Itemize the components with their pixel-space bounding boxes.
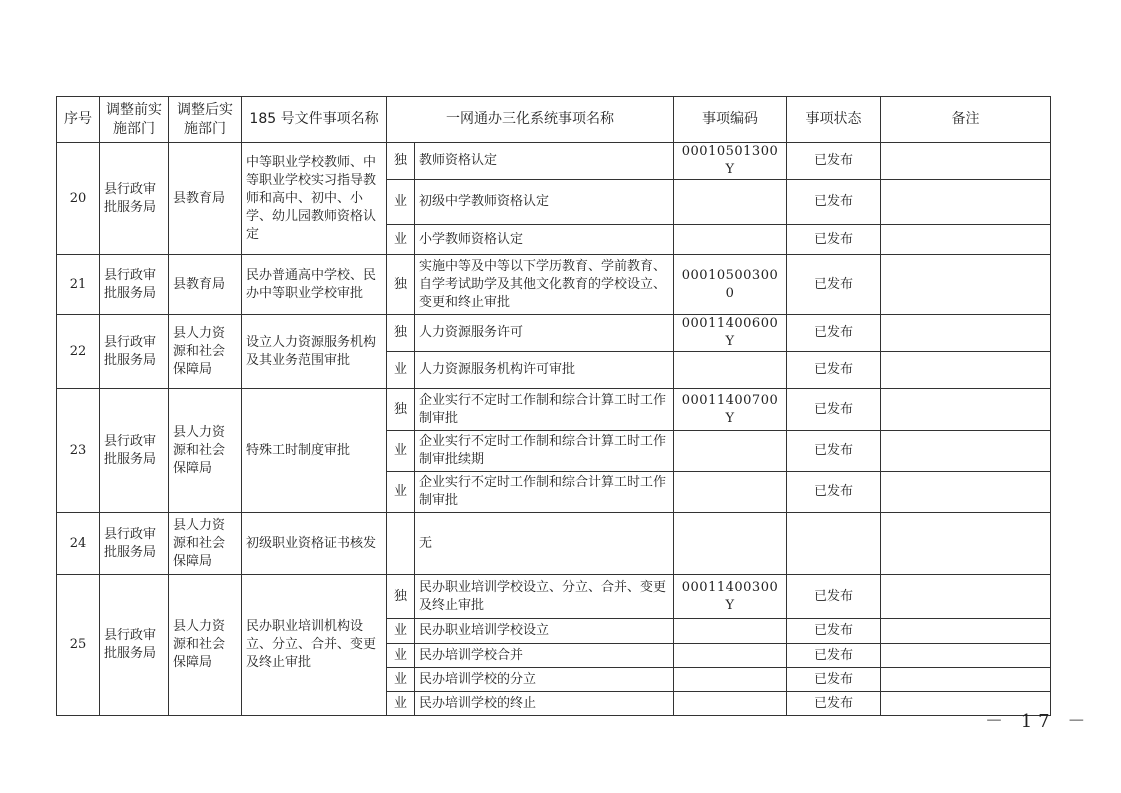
code-cell: 00011400300Y xyxy=(674,575,787,619)
type-cell: 业 xyxy=(387,180,415,225)
status-cell: 已发布 xyxy=(787,143,881,180)
type-cell: 独 xyxy=(387,255,415,315)
code-cell xyxy=(674,692,787,716)
dept-before-cell: 县行政审批服务局 xyxy=(100,389,169,513)
status-cell: 已发布 xyxy=(787,668,881,692)
status-cell: 已发布 xyxy=(787,352,881,389)
item-185-cell: 设立人力资源服务机构及其业务范围审批 xyxy=(242,315,387,389)
remark-cell xyxy=(881,513,1051,575)
dept-after-cell: 县人力资源和社会保障局 xyxy=(169,315,242,389)
remark-cell xyxy=(881,143,1051,180)
items-table xyxy=(56,96,1051,716)
system-name-cell: 教师资格认定 xyxy=(415,143,674,180)
table-row xyxy=(57,143,1051,180)
table-row xyxy=(57,315,1051,352)
status-cell: 已发布 xyxy=(787,619,881,644)
page-number: － 17 － xyxy=(985,711,1092,732)
dept-after-cell: 县人力资源和社会保障局 xyxy=(169,513,242,575)
system-name-cell: 企业实行不定时工作制和综合计算工时工作制审批 xyxy=(415,389,674,431)
type-cell: 独 xyxy=(387,143,415,180)
code-cell xyxy=(674,472,787,513)
item-185-cell: 民办职业培训机构设立、分立、合并、变更及终止审批 xyxy=(242,575,387,716)
type-cell: 业 xyxy=(387,668,415,692)
code-cell xyxy=(674,644,787,668)
system-name-cell: 民办培训学校的终止 xyxy=(415,692,674,716)
status-cell: 已发布 xyxy=(787,575,881,619)
status-cell: 已发布 xyxy=(787,472,881,513)
system-name-cell: 企业实行不定时工作制和综合计算工时工作制审批续期 xyxy=(415,431,674,472)
remark-cell xyxy=(881,472,1051,513)
dept-after-cell: 县教育局 xyxy=(169,255,242,315)
seq-cell: 24 xyxy=(57,513,100,575)
code-cell: 00010501300Y xyxy=(674,143,787,180)
type-cell: 业 xyxy=(387,644,415,668)
remark-cell xyxy=(881,668,1051,692)
table-row xyxy=(57,255,1051,315)
remark-cell xyxy=(881,389,1051,431)
code-cell xyxy=(674,513,787,575)
remark-cell xyxy=(881,431,1051,472)
code-cell xyxy=(674,352,787,389)
type-cell: 业 xyxy=(387,692,415,716)
seq-cell: 23 xyxy=(57,389,100,513)
type-cell: 独 xyxy=(387,575,415,619)
remark-cell xyxy=(881,619,1051,644)
system-name-cell: 民办培训学校的分立 xyxy=(415,668,674,692)
item-185-cell: 初级职业资格证书核发 xyxy=(242,513,387,575)
type-cell: 独 xyxy=(387,315,415,352)
status-cell: 已发布 xyxy=(787,180,881,225)
status-cell: 已发布 xyxy=(787,225,881,255)
system-name-cell: 实施中等及中等以下学历教育、学前教育、自学考试助学及其他文化教育的学校设立、变更和终止审批 xyxy=(415,255,674,315)
code-cell xyxy=(674,619,787,644)
system-name-cell: 无 xyxy=(415,513,674,575)
remark-cell xyxy=(881,180,1051,225)
code-cell: 00011400600Y xyxy=(674,315,787,352)
system-name-cell: 小学教师资格认定 xyxy=(415,225,674,255)
code-cell xyxy=(674,668,787,692)
type-cell: 业 xyxy=(387,431,415,472)
table-row xyxy=(57,389,1051,431)
item-185-cell: 中等职业学校教师、中等职业学校实习指导教师和高中、初中、小学、幼儿园教师资格认定 xyxy=(242,143,387,255)
code-cell xyxy=(674,180,787,225)
dept-before-cell: 县行政审批服务局 xyxy=(100,143,169,255)
status-cell: 已发布 xyxy=(787,315,881,352)
system-name-cell: 民办职业培训学校设立 xyxy=(415,619,674,644)
system-name-cell: 企业实行不定时工作制和综合计算工时工作制审批 xyxy=(415,472,674,513)
dept-before-cell: 县行政审批服务局 xyxy=(100,575,169,716)
seq-cell: 25 xyxy=(57,575,100,716)
seq-cell: 22 xyxy=(57,315,100,389)
remark-cell xyxy=(881,315,1051,352)
header-system-name: 一网通办三化系统事项名称 xyxy=(387,97,674,143)
dept-after-cell: 县人力资源和社会保障局 xyxy=(169,575,242,716)
remark-cell xyxy=(881,255,1051,315)
status-cell: 已发布 xyxy=(787,692,881,716)
header-dept-before: 调整前实施部门 xyxy=(100,97,169,143)
remark-cell xyxy=(881,225,1051,255)
header-row xyxy=(57,97,1051,143)
status-cell: 已发布 xyxy=(787,644,881,668)
dept-after-cell: 县人力资源和社会保障局 xyxy=(169,389,242,513)
header-seq: 序号 xyxy=(57,97,100,143)
system-name-cell: 人力资源服务许可 xyxy=(415,315,674,352)
header-remark: 备注 xyxy=(881,97,1051,143)
type-cell: 业 xyxy=(387,225,415,255)
status-cell: 已发布 xyxy=(787,255,881,315)
header-code: 事项编码 xyxy=(674,97,787,143)
type-cell: 业 xyxy=(387,472,415,513)
status-cell: 已发布 xyxy=(787,389,881,431)
seq-cell: 21 xyxy=(57,255,100,315)
header-status: 事项状态 xyxy=(787,97,881,143)
table-row xyxy=(57,575,1051,619)
dept-before-cell: 县行政审批服务局 xyxy=(100,255,169,315)
code-cell xyxy=(674,431,787,472)
system-name-cell: 人力资源服务机构许可审批 xyxy=(415,352,674,389)
remark-cell xyxy=(881,352,1051,389)
dept-before-cell: 县行政审批服务局 xyxy=(100,513,169,575)
remark-cell xyxy=(881,575,1051,619)
type-cell: 独 xyxy=(387,389,415,431)
status-cell xyxy=(787,513,881,575)
system-name-cell: 民办培训学校合并 xyxy=(415,644,674,668)
seq-cell: 20 xyxy=(57,143,100,255)
header-item-185: 185 号文件事项名称 xyxy=(242,97,387,143)
system-name-cell: 初级中学教师资格认定 xyxy=(415,180,674,225)
code-cell xyxy=(674,225,787,255)
code-cell: 00011400700Y xyxy=(674,389,787,431)
dept-after-cell: 县教育局 xyxy=(169,143,242,255)
type-cell xyxy=(387,513,415,575)
system-name-cell: 民办职业培训学校设立、分立、合并、变更及终止审批 xyxy=(415,575,674,619)
table-row xyxy=(57,513,1051,575)
type-cell: 业 xyxy=(387,352,415,389)
type-cell: 业 xyxy=(387,619,415,644)
dept-before-cell: 县行政审批服务局 xyxy=(100,315,169,389)
item-185-cell: 民办普通高中学校、民办中等职业学校审批 xyxy=(242,255,387,315)
table-body xyxy=(57,143,1051,716)
code-cell: 000105003000 xyxy=(674,255,787,315)
status-cell: 已发布 xyxy=(787,431,881,472)
item-185-cell: 特殊工时制度审批 xyxy=(242,389,387,513)
header-dept-after: 调整后实施部门 xyxy=(169,97,242,143)
remark-cell xyxy=(881,644,1051,668)
